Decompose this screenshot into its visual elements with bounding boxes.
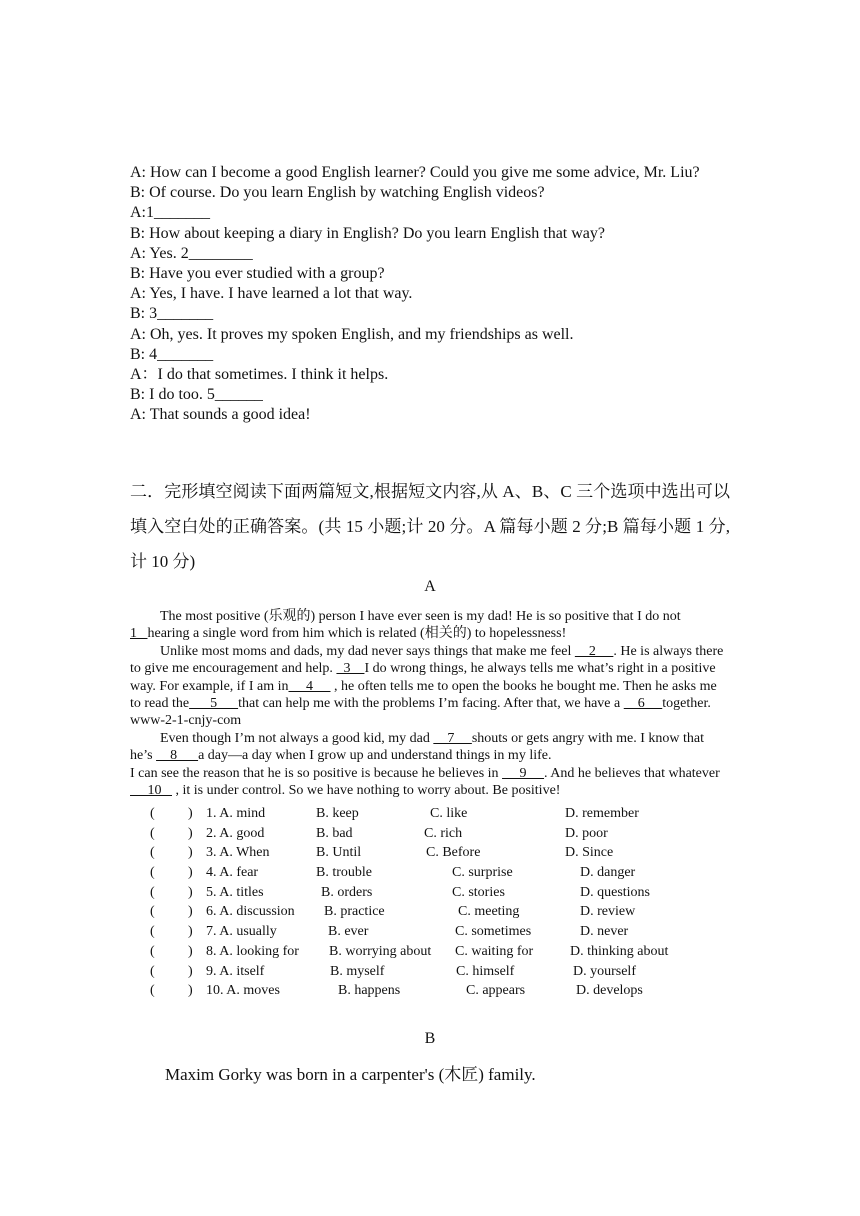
dialogue-line: A: How can I become a good English learner? Could you give me some advice, Mr. Liu?	[130, 164, 700, 181]
blank-5: 5	[189, 696, 239, 712]
option-c: C. himself	[456, 963, 515, 979]
option-a: 8. A. looking for	[206, 943, 299, 959]
blank-1: 1	[130, 626, 148, 642]
option-b: B. keep	[316, 806, 359, 821]
section-two-heading	[130, 474, 730, 579]
option-a: 6. A. discussion	[206, 904, 295, 920]
passage-a-paragraph-1	[130, 608, 730, 643]
dialogue-line: A:1_______	[130, 204, 210, 222]
paren-left: (	[150, 983, 155, 999]
option-b: B. happens	[338, 983, 401, 999]
dialogue-line: A: Oh, yes. It proves my spoken English, and my friendships as well.	[130, 325, 574, 343]
paren-right: )	[188, 904, 193, 920]
blank-4: 4	[288, 678, 331, 694]
option-c: C. like	[430, 806, 468, 821]
section-two-instructions: 二．完形填空阅读下面两篇短文,根据短文内容,从 A、B、C 三个选项中选出可以填入空白处的正确答案。(共 15 小题;计 20 分。A 篇每小题 2 分;B 篇每小题 1 分,计 10 分)	[130, 482, 730, 571]
option-c: C. sometimes	[455, 924, 532, 940]
blank-7: 7	[433, 730, 472, 746]
option-b: B. trouble	[316, 865, 372, 881]
paren-left: (	[150, 845, 155, 861]
paren-right: )	[188, 924, 193, 940]
option-b: B. orders	[321, 884, 373, 900]
passage-a	[130, 608, 730, 799]
text: . He is always there to give me encouragement and help.	[130, 643, 724, 677]
text: I do wrong things, he always tells me what’s right in a positive way. For example, if I am in	[130, 661, 716, 694]
paren-right: )	[188, 943, 193, 959]
paren-left: (	[150, 825, 155, 841]
option-d: D. danger	[580, 865, 636, 881]
option-a: 7. A. usually	[206, 924, 277, 940]
paren-left: (	[150, 806, 155, 821]
option-a: 1. A. mind	[206, 806, 266, 821]
paren-left: (	[150, 904, 155, 920]
option-a: 3. A. When	[206, 845, 270, 861]
passage-b-title: B	[424, 1030, 436, 1047]
option-c: C. surprise	[452, 865, 513, 881]
text: together. www-2-1-cnjy-com	[130, 696, 711, 729]
text: Even though I’m not always a good kid, my dad	[160, 730, 434, 746]
paren-left: (	[150, 963, 155, 979]
option-d: D. develops	[576, 983, 643, 999]
paren-right: )	[188, 983, 193, 999]
passage-a-paragraph-2	[130, 643, 730, 730]
text: , he often tells me to open the books he bought me. Then he asks me to read the	[130, 678, 717, 712]
option-b: B. worrying about	[329, 943, 432, 959]
text: I can see the reason that he is so positive is because he believes in	[130, 765, 503, 781]
option-a: 5. A. titles	[206, 884, 264, 900]
text: Unlike most moms and dads, my dad never says things that make me feel	[160, 643, 575, 659]
option-d: D. remember	[565, 806, 639, 821]
option-a: 2. A. good	[206, 825, 265, 841]
text: , it is under control. So we have nothing to worry about. Be positive!	[172, 783, 561, 799]
text: The most positive (乐观的) person I have ever seen is my dad! He is so positive that I do not	[160, 609, 681, 624]
paren-left: (	[150, 924, 155, 940]
option-c: C. waiting for	[455, 943, 534, 959]
dialogue-line: B: How about keeping a diary in English? Do you learn English that way?	[130, 224, 606, 242]
option-d: D. yourself	[573, 963, 636, 979]
option-a: 9. A. itself	[206, 963, 265, 979]
paren-right: )	[188, 865, 193, 881]
passage-b-first-line: Maxim Gorky was born in a carpenter's (木匠) family.	[165, 1065, 536, 1084]
option-d: D. Since	[565, 845, 614, 861]
option-d: D. thinking about	[570, 943, 669, 959]
paren-right: )	[188, 825, 193, 841]
option-d: D. never	[580, 924, 629, 940]
paren-right: )	[188, 963, 193, 979]
dialogue	[130, 163, 730, 426]
option-b: B. bad	[316, 825, 353, 841]
passage-a-paragraph-4	[130, 765, 730, 800]
option-b: B. Until	[316, 845, 362, 861]
text: hearing a single word from him which is related (相关的) to hopelessness!	[147, 626, 567, 642]
option-c: C. rich	[424, 825, 463, 841]
blank-10: 10	[130, 783, 172, 799]
option-d: D. poor	[565, 825, 608, 841]
dialogue-line: B: Of course. Do you learn English by watching English videos?	[130, 184, 545, 202]
option-c: C. appears	[466, 983, 526, 999]
passage-a-title: A	[424, 578, 436, 595]
dialogue-line: A: Yes, I have. I have learned a lot that way.	[130, 285, 413, 303]
passage-a-paragraph-3	[130, 730, 730, 765]
dialogue-line: A: That sounds a good idea!	[130, 406, 311, 424]
blank-8: 8	[156, 748, 199, 764]
blank-9: 9	[502, 765, 545, 781]
option-c: C. meeting	[458, 904, 520, 920]
option-a: 10. A. moves	[206, 983, 280, 999]
option-b: B. practice	[324, 904, 385, 920]
paren-left: (	[150, 943, 155, 959]
text: that can help me with the problems I’m facing. After that, we have a	[238, 696, 624, 712]
option-c: C. Before	[426, 845, 481, 861]
paren-right: )	[188, 806, 193, 821]
paren-left: (	[150, 884, 155, 900]
dialogue-line: B: 4_______	[130, 345, 214, 363]
paren-left: (	[150, 865, 155, 881]
blank-2: 2	[574, 643, 614, 659]
dialogue-line: B: Have you ever studied with a group?	[130, 265, 385, 283]
option-b: B. myself	[330, 963, 385, 979]
option-b: B. ever	[328, 924, 369, 940]
paren-right: )	[188, 845, 193, 861]
dialogue-line: A: Yes. 2________	[130, 244, 253, 262]
blank-6: 6	[623, 696, 663, 712]
paren-right: )	[188, 884, 193, 900]
text: shouts or gets angry with me. I know that he’s	[130, 730, 704, 764]
text: . And he believes that whatever	[544, 765, 720, 781]
blank-3: 3	[336, 661, 365, 677]
option-c: C. stories	[452, 884, 505, 900]
text: a day—a day when I grow up and understand things in my life.	[198, 748, 552, 764]
option-d: D. review	[580, 904, 636, 920]
option-d: D. questions	[580, 884, 650, 900]
option-a: 4. A. fear	[206, 865, 259, 881]
dialogue-line: B: I do too. 5______	[130, 386, 263, 404]
dialogue-line: A：I do that sometimes. I think it helps.	[130, 366, 389, 384]
dialogue-line: B: 3_______	[130, 305, 214, 323]
